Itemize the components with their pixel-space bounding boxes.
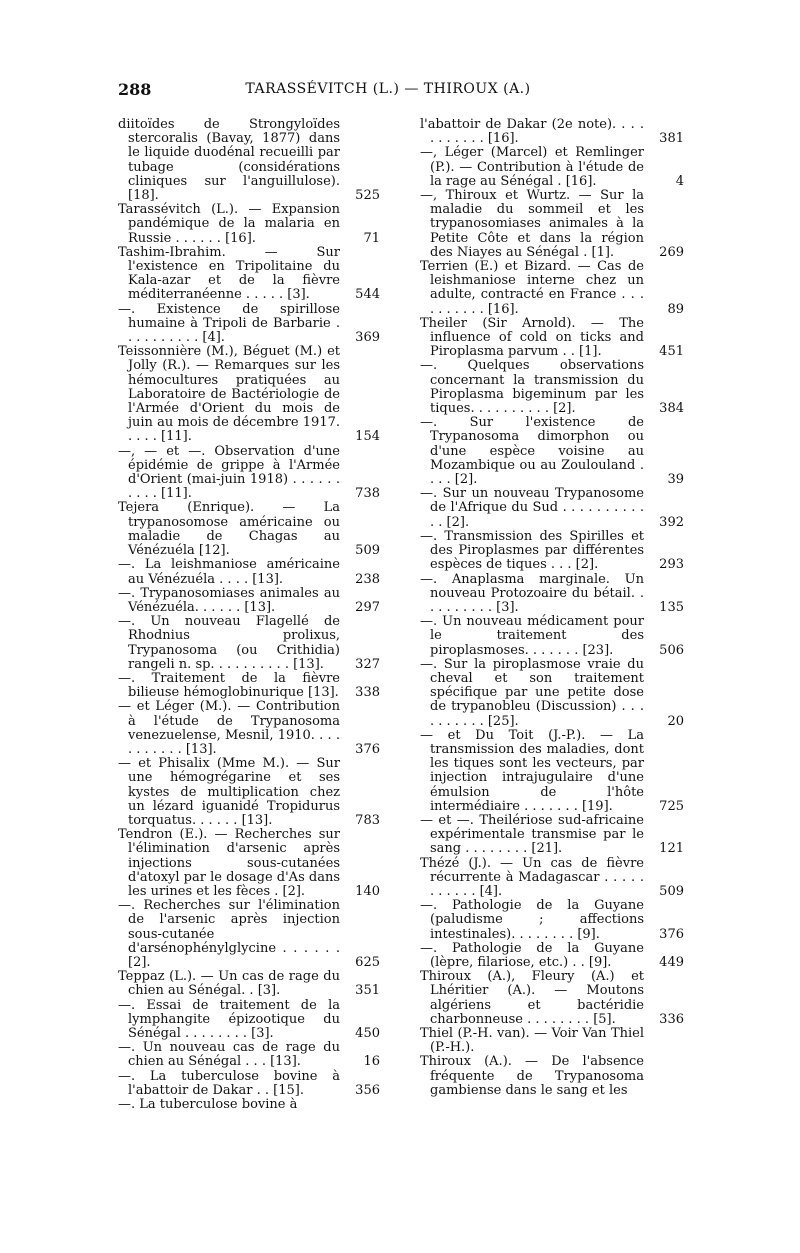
entry-text: l'abattoir de Dakar (2e note). . . . . . . . . . . [16]. (420, 117, 644, 147)
entry-text: —. La tuberculose bovine à l'abattoir de Dakar . . [15]. (118, 1068, 340, 1098)
index-column-right (420, 118, 684, 1098)
entry-text: Theiler (Sir Arnold). — The influence of cold on ticks and Piroplasma parvum . . [1]. (420, 315, 644, 360)
entry-page-number: 297 (355, 599, 380, 615)
entry-page-number: 525 (355, 188, 380, 204)
entry-text: —. La leishmaniose américaine au Vénézuéla . . . . [13]. (118, 557, 340, 587)
index-entry (420, 317, 684, 360)
entry-page-number: 392 (659, 514, 684, 530)
entry-page-number: 381 (659, 131, 684, 147)
entry-page-number: 509 (355, 543, 380, 559)
entry-page-number: 154 (355, 429, 380, 445)
entry-page-number: 351 (355, 983, 380, 999)
index-entry (420, 857, 684, 900)
index-entry (420, 1055, 684, 1098)
entry-text: Thiel (P.-H. van). — Voir Van Thiel (P.-H.). (420, 1026, 644, 1056)
entry-page-number: 369 (355, 330, 380, 346)
entry-page-number: 336 (659, 1011, 684, 1027)
entry-text: —. Transmission des Spirilles et des Piroplasmes par différentes espèces de tiques . . . [2]. (420, 528, 644, 573)
entry-text: Thiroux (A.), Fleury (A.) et Lhéritier (A.). — Moutons algériens et bactéridie charbonneuse . . . . . . . . [5]. (420, 969, 644, 1027)
entry-page-number: 20 (667, 713, 684, 729)
entry-text: —. Sur un nouveau Trypanosome de l'Afrique du Sud . . . . . . . . . . . . [2]. (420, 486, 644, 530)
entry-text: Tarassévitch (L.). — Expansion pandémique de la malaria en Russie . . . . . . [16]. (118, 202, 340, 246)
index-entry (420, 899, 684, 942)
index-entry (118, 303, 380, 346)
entry-text: Thézé (J.). — Un cas de fièvre récurrente à Madagascar . . . . . . . . . . . [4]. (420, 855, 644, 899)
index-entry (118, 345, 380, 444)
index-column-left (118, 118, 380, 1112)
entry-text: — et Léger (M.). — Contribution à l'étude de Trypanosoma venezuelense, Mesnil, 1910. . . . . . . . . . . [13]. (118, 699, 340, 757)
index-entry (420, 942, 684, 970)
index-entry (420, 146, 684, 189)
entry-page-number: 293 (659, 557, 684, 573)
entry-text: Tashim-Ibrahim. — Sur l'existence en Tripolitaine du Kala-azar et de la fièvre méditerranéenne . . . . . [3]. (118, 244, 340, 303)
entry-text: —. Anaplasma marginale. Un nouveau Protozoaire du bétail. . . . . . . . . . [3]. (420, 571, 644, 615)
index-entry (118, 899, 380, 970)
index-entry (420, 260, 684, 317)
index-entry (118, 999, 380, 1042)
page-header (118, 80, 658, 104)
entry-page-number: 356 (355, 1082, 380, 1098)
entry-page-number: 625 (355, 954, 380, 970)
entry-page-number: 376 (659, 926, 684, 942)
index-entry (420, 189, 684, 260)
entry-page-number: 738 (355, 486, 380, 502)
entry-page-number: 4 (675, 173, 684, 189)
entry-text: — et Du Toit (J.-P.). — La transmission des maladies, dont les tiques sont les vecteurs, par injection intrajugulaire d'une émulsion de l'hôte intermédiaire . . . . . . . [19]. (420, 727, 644, 814)
entry-text: —. Un nouveau cas de rage du chien au Sénégal . . . [13]. (118, 1040, 340, 1070)
entry-text: —. Pathologie de la Guyane (lèpre, filariose, etc.) . . [9]. (420, 940, 644, 970)
entry-text: —. La tuberculose bovine à (118, 1097, 298, 1113)
index-entry (420, 416, 684, 487)
entry-page-number: 384 (659, 401, 684, 417)
index-entry (118, 1041, 380, 1069)
index-entry (118, 118, 380, 203)
entry-text: —, Léger (Marcel) et Remlinger (P.). — Contribution à l'étude de la rage au Sénégal . [16]. (420, 145, 644, 189)
index-entry (420, 573, 684, 616)
entry-text: —. Trypanosomiases animales au Vénézuéla. . . . . . [13]. (118, 585, 340, 615)
index-entry (118, 203, 380, 246)
index-entry (118, 828, 380, 899)
index-entry (118, 1098, 380, 1112)
entry-text: Tendron (E.). — Recherches sur l'élimination d'arsenic après injections sous-cutanées d'atoxyl par le dosage d'As dans les urines et les fèces . [2]. (118, 827, 340, 899)
index-entry (420, 118, 684, 146)
entry-page-number: 39 (667, 472, 684, 488)
index-entry (118, 757, 380, 828)
entry-text: —. Essai de traitement de la lymphangite épizootique du Sénégal . . . . . . . . [3]. (118, 997, 340, 1041)
entry-page-number: 376 (355, 741, 380, 757)
entry-page-number: 338 (355, 685, 380, 701)
index-entry (118, 672, 380, 700)
index-entry (420, 359, 684, 416)
entry-text: —. Un nouveau Flagellé de Rhodnius prolixus, Trypanosoma (ou Crithidia) rangeli n. sp. . . . . . . . . . [13]. (118, 614, 340, 672)
entry-text: — et —. Theilériose sud-africaine expérimentale transmise par le sang . . . . . . . . [21]. (420, 812, 644, 857)
index-entry (420, 658, 684, 729)
entry-text: — et Phisalix (Mme M.). — Sur une hémogrégarine et ses kystes de multiplication chez un lézard iguanidé Tropidurus torquatus. . . . . . [13]. (118, 756, 340, 828)
entry-text: —. Un nouveau médicament pour le traitement des piroplasmoses. . . . . . . [23]. (420, 614, 644, 658)
entry-page-number: 725 (659, 798, 684, 814)
index-entry (118, 445, 380, 502)
index-entry (118, 1070, 380, 1098)
entry-page-number: 135 (659, 599, 684, 615)
entry-text: diitoïdes de Strongyloïdes stercoralis (Bavay, 1877) dans le liquide duodénal recueilli par tubage (considérations cliniques sur l'anguillulose). [18]. (118, 117, 340, 204)
entry-page-number: 327 (355, 656, 380, 672)
entry-text: Thiroux (A.). — De l'absence fréquente de Trypanosoma gambiense dans le sang et les (420, 1054, 644, 1098)
index-entry (118, 587, 380, 615)
entry-text: Tejera (Enrique). — La trypanosomose américaine ou maladie de Chagas au Vénézuéla [12]. (118, 500, 340, 559)
index-entry (420, 1027, 684, 1055)
entry-page-number: 238 (355, 571, 380, 587)
index-entry (420, 487, 684, 530)
entry-text: Teppaz (L.). — Un cas de rage du chien au Sénégal. . [3]. (118, 969, 340, 999)
entry-text: —. Pathologie de la Guyane (paludisme ; affections intestinales). . . . . . . . [9]. (420, 898, 644, 942)
entry-text: —. Recherches sur l'élimination de l'arsenic après injection sous-cutanée d'arsénophénylglycine . . . . . . [2]. (118, 898, 340, 970)
index-entry (118, 558, 380, 586)
entry-page-number: 71 (363, 230, 380, 246)
running-head: TARASSÉVITCH (L.) — THIROUX (A.) (245, 81, 531, 97)
index-entry (420, 615, 684, 658)
entry-text: —, — et —. Observation d'une épidémie de grippe à l'Armée d'Orient (mai-juin 1918) . . . . . . . . . . [11]. (118, 443, 340, 502)
entry-text: Terrien (E.) et Bizard. — Cas de leishmaniose interne chez un adulte, contracté en France . . . . . . . . . . [16]. (420, 259, 644, 317)
index-entry (118, 700, 380, 757)
index-entry (420, 814, 684, 857)
entry-text: —. Sur l'existence de Trypanosoma dimorphon ou d'une espèce voisine au Mozambique ou au Zoulouland . . . . [2]. (420, 415, 644, 488)
entry-page-number: 509 (659, 883, 684, 899)
entry-page-number: 451 (659, 344, 684, 360)
entry-page-number: 121 (659, 841, 684, 857)
entry-page-number: 140 (355, 883, 380, 899)
entry-text: —. Quelques observations concernant la transmission du Piroplasma bigeminum par les tiques. . . . . . . . . . [2]. (420, 358, 644, 417)
entry-page-number: 450 (355, 1026, 380, 1041)
entry-page-number: 89 (667, 301, 684, 317)
entry-text: —, Thiroux et Wurtz. — Sur la maladie du sommeil et les trypanosomiases animales à la Petite Côte et dans la région des Niayes au Sénégal . [1]. (420, 188, 644, 260)
entry-text: Teissonnière (M.), Béguet (M.) et Jolly (R.). — Remarques sur les hémocultures pratiquées au Laboratoire de Bactériologie de l'Armée d'Orient du mois de juin au mois de décembre 1917. . . . . [11]. (118, 344, 340, 445)
index-entry (420, 729, 684, 814)
index-entry (420, 970, 684, 1027)
entry-text: —. Traitement de la fièvre bilieuse hémoglobinurique [13]. (118, 670, 340, 701)
index-entry (420, 530, 684, 573)
page-number: 288 (118, 80, 152, 99)
entry-page-number: 544 (355, 287, 380, 303)
entry-page-number: 449 (659, 954, 684, 970)
index-entry (118, 615, 380, 672)
index-entry (118, 501, 380, 558)
entry-text: —. Sur la piroplasmose vraie du cheval et son traitement spécifique par une petite dose de trypanobleu (Discussion) . . . . . . . . . . [25]. (420, 656, 644, 729)
entry-page-number: 269 (659, 244, 684, 260)
entry-page-number: 16 (363, 1054, 380, 1070)
index-entry (118, 246, 380, 303)
entry-page-number: 506 (659, 642, 684, 658)
entry-text: —. Existence de spirillose humaine à Tripoli de Barbarie . . . . . . . . . . [4]. (118, 301, 340, 346)
entry-page-number: 783 (355, 812, 380, 828)
index-entry (118, 970, 380, 998)
